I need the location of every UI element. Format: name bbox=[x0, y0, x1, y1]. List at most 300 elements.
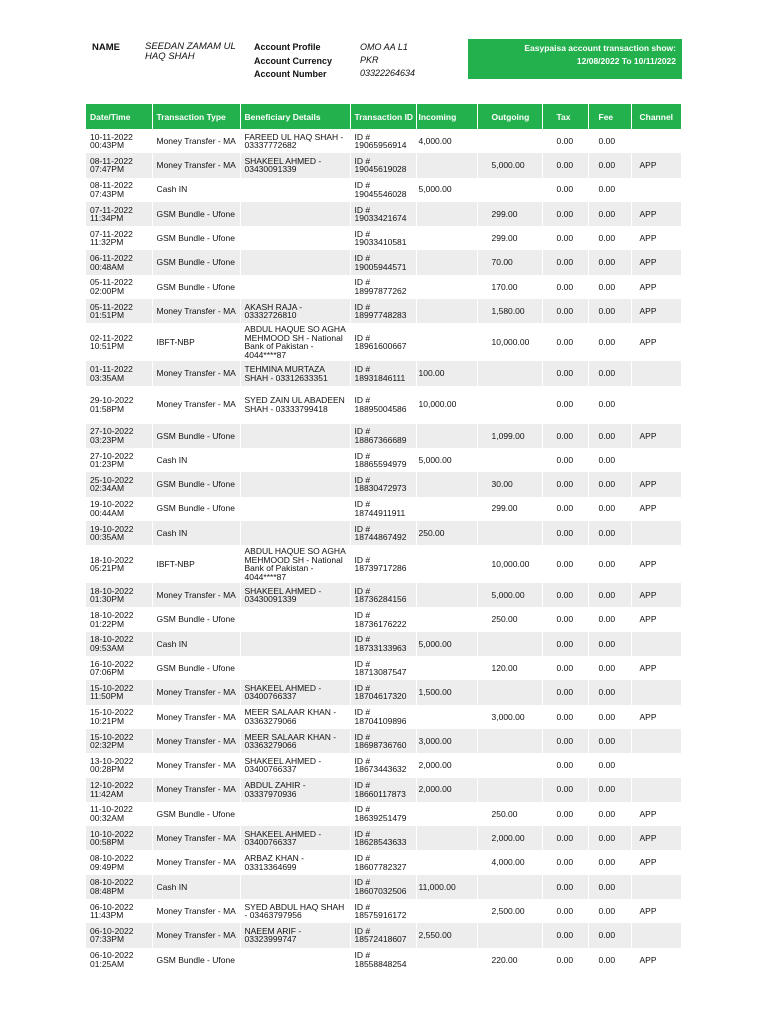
cell-fee: 0.00 bbox=[588, 521, 631, 545]
cell-outgoing bbox=[477, 680, 542, 704]
cell-incoming bbox=[416, 202, 477, 226]
cell-date-time: 06-10-2022 07:33PM bbox=[86, 923, 152, 947]
table-row bbox=[86, 129, 681, 153]
cell-date-time: 18-10-2022 01:22PM bbox=[86, 607, 152, 631]
cell-outgoing bbox=[477, 729, 542, 753]
cell-transaction-id: ID # 18639251479 bbox=[350, 802, 416, 826]
cell-outgoing bbox=[477, 129, 542, 153]
cell-beneficiary: TEHMINA MURTAZA SHAH - 03312633351 bbox=[240, 361, 350, 385]
cell-incoming: 2,000.00 bbox=[416, 778, 477, 802]
table-row bbox=[86, 948, 681, 972]
cell-transaction-id: ID # 18744911911 bbox=[350, 497, 416, 521]
cell-transaction-type: Money Transfer - MA bbox=[152, 299, 240, 323]
cell-fee: 0.00 bbox=[588, 497, 631, 521]
account-number-label: Account Number bbox=[254, 69, 327, 79]
cell-transaction-type: Money Transfer - MA bbox=[152, 923, 240, 947]
cell-tax: 0.00 bbox=[542, 632, 588, 656]
cell-fee: 0.00 bbox=[588, 448, 631, 472]
cell-fee: 0.00 bbox=[588, 778, 631, 802]
cell-channel: APP bbox=[631, 472, 681, 496]
cell-beneficiary: SYED ABDUL HAQ SHAH - 03463797956 bbox=[240, 899, 350, 923]
cell-transaction-type: GSM Bundle - Ufone bbox=[152, 202, 240, 226]
cell-transaction-id: ID # 18628543633 bbox=[350, 826, 416, 850]
cell-date-time: 10-10-2022 00:58PM bbox=[86, 826, 152, 850]
cell-transaction-id: ID # 19033421674 bbox=[350, 202, 416, 226]
cell-outgoing bbox=[477, 361, 542, 385]
cell-incoming bbox=[416, 424, 477, 448]
cell-date-time: 12-10-2022 11:42AM bbox=[86, 778, 152, 802]
cell-beneficiary bbox=[240, 472, 350, 496]
cell-incoming bbox=[416, 802, 477, 826]
cell-tax: 0.00 bbox=[542, 656, 588, 680]
cell-beneficiary: ABDUL ZAHIR - 03337970936 bbox=[240, 778, 350, 802]
cell-channel bbox=[631, 778, 681, 802]
cell-incoming bbox=[416, 323, 477, 361]
cell-tax: 0.00 bbox=[542, 178, 588, 202]
table-row bbox=[86, 361, 681, 385]
cell-outgoing: 4,000.00 bbox=[477, 850, 542, 874]
cell-outgoing: 70.00 bbox=[477, 250, 542, 274]
name-label: NAME bbox=[92, 42, 120, 53]
cell-channel: APP bbox=[639, 614, 657, 625]
cell-incoming: 100.00 bbox=[416, 361, 477, 385]
cell-transaction-type: GSM Bundle - Ufone bbox=[152, 656, 240, 680]
cell-beneficiary bbox=[240, 275, 350, 299]
cell-beneficiary bbox=[240, 632, 350, 656]
cell-beneficiary: SHAKEEL AHMED - 03400766337 bbox=[240, 753, 350, 777]
cell-fee: 0.00 bbox=[588, 705, 631, 729]
cell-channel bbox=[631, 178, 681, 202]
cell-incoming: 1,500.00 bbox=[416, 680, 477, 704]
cell-channel: APP bbox=[631, 424, 681, 448]
cell-fee: 0.00 bbox=[588, 583, 631, 607]
table-row bbox=[86, 850, 681, 874]
cell-channel bbox=[631, 729, 681, 753]
cell-tax: 0.00 bbox=[542, 299, 588, 323]
cell-channel: APP bbox=[631, 250, 681, 274]
table-row bbox=[86, 729, 681, 753]
cell-beneficiary: SYED ZAIN UL ABADEEN SHAH - 03333799418 bbox=[240, 386, 350, 424]
cell-incoming bbox=[416, 583, 477, 607]
cell-fee: 0.00 bbox=[588, 361, 631, 385]
transactions-body bbox=[86, 129, 681, 972]
table-row bbox=[86, 875, 681, 899]
cell-date-time: 05-11-2022 01:51PM bbox=[86, 299, 152, 323]
statement-header bbox=[0, 0, 768, 90]
cell-channel bbox=[631, 361, 681, 385]
cell-transaction-id: ID # 18830472973 bbox=[350, 472, 416, 496]
cell-beneficiary bbox=[240, 424, 350, 448]
table-row bbox=[86, 521, 681, 545]
table-row bbox=[86, 386, 681, 424]
cell-beneficiary: SHAKEEL AHMED - 03430091339 bbox=[240, 153, 350, 177]
table-row bbox=[86, 802, 681, 826]
cell-tax: 0.00 bbox=[542, 226, 588, 250]
col-beneficiary-details: Beneficiary Details bbox=[240, 104, 350, 129]
cell-fee: 0.00 bbox=[588, 299, 631, 323]
table-row bbox=[86, 448, 681, 472]
cell-transaction-type: GSM Bundle - Ufone bbox=[152, 948, 240, 972]
cell-outgoing: 250.00 bbox=[477, 607, 542, 631]
cell-incoming: 5,000.00 bbox=[416, 448, 477, 472]
table-row bbox=[86, 226, 681, 250]
cell-channel: APP bbox=[639, 281, 657, 292]
col-date-time: Date/Time bbox=[86, 104, 152, 129]
cell-tax: 0.00 bbox=[542, 802, 588, 826]
cell-outgoing: 3,000.00 bbox=[477, 705, 542, 729]
cell-tax: 0.00 bbox=[542, 729, 588, 753]
cell-transaction-type: GSM Bundle - Ufone bbox=[152, 226, 240, 250]
cell-beneficiary: SHAKEEL AHMED - 03400766337 bbox=[240, 680, 350, 704]
cell-channel bbox=[631, 386, 681, 424]
cell-tax: 0.00 bbox=[542, 545, 588, 583]
account-number-value: 03322264634 bbox=[360, 68, 416, 78]
cell-transaction-type: Money Transfer - MA bbox=[152, 705, 240, 729]
cell-fee: 0.00 bbox=[588, 275, 631, 299]
cell-outgoing bbox=[477, 178, 542, 202]
account-profile-label: Account Profile bbox=[254, 42, 321, 52]
cell-fee: 0.00 bbox=[588, 226, 631, 250]
cell-tax: 0.00 bbox=[542, 250, 588, 274]
cell-transaction-id: ID # 18660117873 bbox=[350, 778, 416, 802]
table-row bbox=[86, 275, 681, 299]
cell-transaction-type: IBFT-NBP bbox=[152, 545, 240, 583]
name-value: SEEDAN ZAMAM UL HAQ SHAH bbox=[145, 41, 236, 62]
table-row bbox=[86, 753, 681, 777]
cell-beneficiary bbox=[240, 448, 350, 472]
cell-channel: APP bbox=[631, 299, 681, 323]
cell-transaction-id: ID # 18736176222 bbox=[350, 607, 416, 631]
cell-transaction-id: ID # 18607032506 bbox=[350, 875, 416, 899]
cell-fee: 0.00 bbox=[588, 424, 631, 448]
cell-channel bbox=[631, 632, 681, 656]
table-row bbox=[86, 178, 681, 202]
cell-fee: 0.00 bbox=[588, 850, 631, 874]
cell-outgoing: 1,099.00 bbox=[477, 424, 542, 448]
cell-beneficiary bbox=[240, 607, 350, 631]
cell-fee: 0.00 bbox=[588, 386, 631, 424]
cell-transaction-id: ID # 18931846111 bbox=[350, 361, 416, 385]
cell-transaction-type: Cash IN bbox=[152, 875, 240, 899]
cell-beneficiary: MEER SALAAR KHAN - 03363279066 bbox=[240, 705, 350, 729]
cell-transaction-id: ID # 18997748283 bbox=[350, 299, 416, 323]
cell-beneficiary bbox=[240, 802, 350, 826]
cell-fee: 0.00 bbox=[588, 923, 631, 947]
cell-outgoing: 250.00 bbox=[477, 802, 542, 826]
cell-incoming bbox=[416, 850, 477, 874]
cell-fee: 0.00 bbox=[588, 680, 631, 704]
cell-transaction-id: ID # 18698736760 bbox=[350, 729, 416, 753]
cell-channel: APP bbox=[639, 905, 657, 916]
cell-tax: 0.00 bbox=[542, 899, 588, 923]
cell-transaction-id: ID # 19005944571 bbox=[350, 250, 416, 274]
cell-beneficiary: SHAKEEL AHMED - 03430091339 bbox=[240, 583, 350, 607]
cell-channel bbox=[631, 448, 681, 472]
cell-beneficiary: ABDUL HAQUE SO AGHA MEHMOOD SH - National Bank of Pakistan - 4044****87 bbox=[240, 323, 350, 361]
cell-fee: 0.00 bbox=[588, 899, 631, 923]
cell-outgoing: 1,580.00 bbox=[477, 299, 542, 323]
cell-transaction-id: ID # 18607782327 bbox=[350, 850, 416, 874]
cell-date-time: 18-10-2022 05:21PM bbox=[86, 545, 152, 583]
cell-fee: 0.00 bbox=[588, 948, 631, 972]
cell-transaction-type: GSM Bundle - Ufone bbox=[152, 275, 240, 299]
cell-incoming bbox=[416, 826, 477, 850]
cell-date-time: 08-10-2022 09:49PM bbox=[86, 850, 152, 874]
table-row bbox=[86, 497, 681, 521]
cell-tax: 0.00 bbox=[542, 386, 588, 424]
cell-channel bbox=[631, 129, 681, 153]
cell-channel: APP bbox=[639, 711, 657, 722]
cell-tax: 0.00 bbox=[542, 826, 588, 850]
cell-channel bbox=[631, 753, 681, 777]
statement-title: Easypaisa account transaction show: bbox=[524, 43, 676, 53]
cell-channel: APP bbox=[639, 558, 657, 569]
cell-transaction-type: Money Transfer - MA bbox=[152, 899, 240, 923]
cell-tax: 0.00 bbox=[542, 583, 588, 607]
cell-channel: APP bbox=[631, 583, 681, 607]
col-outgoing: Outgoing bbox=[477, 104, 542, 129]
cell-date-time: 10-11-2022 00:43PM bbox=[86, 129, 152, 153]
cell-date-time: 02-11-2022 10:51PM bbox=[86, 323, 152, 361]
cell-channel: APP bbox=[639, 857, 657, 868]
table-row bbox=[86, 323, 681, 361]
cell-transaction-type: GSM Bundle - Ufone bbox=[152, 497, 240, 521]
cell-transaction-id: ID # 18895004586 bbox=[350, 386, 416, 424]
cell-incoming bbox=[416, 705, 477, 729]
cell-date-time: 15-10-2022 11:50PM bbox=[86, 680, 152, 704]
cell-transaction-type: Money Transfer - MA bbox=[152, 729, 240, 753]
cell-outgoing bbox=[477, 448, 542, 472]
cell-beneficiary: ABDUL HAQUE SO AGHA MEHMOOD SH - National Bank of Pakistan - 4044****87 bbox=[240, 545, 350, 583]
cell-beneficiary: MEER SALAAR KHAN - 03363279066 bbox=[240, 729, 350, 753]
cell-beneficiary bbox=[240, 250, 350, 274]
cell-incoming bbox=[416, 607, 477, 631]
cell-transaction-id: ID # 18867366689 bbox=[350, 424, 416, 448]
cell-incoming bbox=[416, 899, 477, 923]
cell-date-time: 18-10-2022 01:30PM bbox=[86, 583, 152, 607]
cell-transaction-id: ID # 18704109896 bbox=[350, 705, 416, 729]
cell-beneficiary bbox=[240, 875, 350, 899]
table-row bbox=[86, 583, 681, 607]
cell-transaction-type: Money Transfer - MA bbox=[152, 778, 240, 802]
cell-date-time: 07-11-2022 11:32PM bbox=[86, 226, 152, 250]
cell-fee: 0.00 bbox=[588, 826, 631, 850]
col-tax: Tax bbox=[542, 104, 588, 129]
cell-channel: APP bbox=[639, 662, 657, 673]
cell-date-time: 13-10-2022 00:28PM bbox=[86, 753, 152, 777]
cell-transaction-id: ID # 18575916172 bbox=[350, 899, 416, 923]
cell-transaction-type: Money Transfer - MA bbox=[152, 583, 240, 607]
cell-tax: 0.00 bbox=[542, 448, 588, 472]
cell-channel: APP bbox=[631, 153, 681, 177]
cell-transaction-id: ID # 18997877262 bbox=[350, 275, 416, 299]
cell-transaction-type: GSM Bundle - Ufone bbox=[152, 472, 240, 496]
cell-incoming: 2,000.00 bbox=[416, 753, 477, 777]
cell-beneficiary bbox=[240, 656, 350, 680]
cell-date-time: 11-10-2022 00:32AM bbox=[86, 802, 152, 826]
cell-tax: 0.00 bbox=[542, 705, 588, 729]
cell-date-time: 15-10-2022 02:32PM bbox=[86, 729, 152, 753]
cell-date-time: 29-10-2022 01:58PM bbox=[86, 386, 152, 424]
table-row bbox=[86, 899, 681, 923]
cell-channel bbox=[631, 521, 681, 545]
cell-transaction-type: Cash IN bbox=[152, 521, 240, 545]
cell-tax: 0.00 bbox=[542, 778, 588, 802]
cell-outgoing: 10,000.00 bbox=[477, 545, 542, 583]
cell-fee: 0.00 bbox=[588, 472, 631, 496]
cell-outgoing: 120.00 bbox=[477, 656, 542, 680]
cell-incoming: 5,000.00 bbox=[416, 178, 477, 202]
cell-tax: 0.00 bbox=[542, 323, 588, 361]
cell-incoming bbox=[416, 299, 477, 323]
cell-transaction-type: GSM Bundle - Ufone bbox=[152, 424, 240, 448]
cell-outgoing: 170.00 bbox=[477, 275, 542, 299]
statement-period-box bbox=[468, 39, 682, 79]
cell-date-time: 07-11-2022 11:34PM bbox=[86, 202, 152, 226]
cell-fee: 0.00 bbox=[588, 632, 631, 656]
cell-incoming bbox=[416, 275, 477, 299]
cell-incoming bbox=[416, 472, 477, 496]
cell-transaction-type: GSM Bundle - Ufone bbox=[152, 250, 240, 274]
cell-tax: 0.00 bbox=[542, 202, 588, 226]
cell-incoming: 250.00 bbox=[416, 521, 477, 545]
cell-outgoing bbox=[477, 753, 542, 777]
cell-outgoing bbox=[477, 875, 542, 899]
cell-tax: 0.00 bbox=[542, 153, 588, 177]
cell-tax: 0.00 bbox=[542, 472, 588, 496]
cell-tax: 0.00 bbox=[542, 361, 588, 385]
cell-fee: 0.00 bbox=[588, 802, 631, 826]
cell-fee: 0.00 bbox=[588, 323, 631, 361]
cell-incoming: 5,000.00 bbox=[416, 632, 477, 656]
cell-transaction-id: ID # 18744867492 bbox=[350, 521, 416, 545]
cell-date-time: 27-10-2022 03:23PM bbox=[86, 424, 152, 448]
cell-channel: APP bbox=[639, 337, 657, 348]
cell-transaction-id: ID # 18673443632 bbox=[350, 753, 416, 777]
table-row bbox=[86, 923, 681, 947]
account-profile-value: OMO AA L1 bbox=[360, 42, 408, 52]
cell-tax: 0.00 bbox=[542, 497, 588, 521]
cell-incoming: 10,000.00 bbox=[416, 386, 477, 424]
cell-transaction-type: IBFT-NBP bbox=[152, 323, 240, 361]
cell-transaction-type: Money Transfer - MA bbox=[152, 129, 240, 153]
cell-transaction-type: GSM Bundle - Ufone bbox=[152, 607, 240, 631]
cell-fee: 0.00 bbox=[588, 545, 631, 583]
col-transaction-type: Transaction Type bbox=[152, 104, 240, 129]
table-row bbox=[86, 656, 681, 680]
cell-channel bbox=[631, 875, 681, 899]
cell-incoming: 2,550.00 bbox=[416, 923, 477, 947]
cell-date-time: 19-10-2022 00:44AM bbox=[86, 497, 152, 521]
cell-tax: 0.00 bbox=[542, 875, 588, 899]
cell-outgoing: 2,500.00 bbox=[477, 899, 542, 923]
table-row bbox=[86, 545, 681, 583]
cell-beneficiary: FAREED UL HAQ SHAH - 03337772682 bbox=[240, 129, 350, 153]
cell-incoming bbox=[416, 153, 477, 177]
cell-transaction-type: Money Transfer - MA bbox=[152, 153, 240, 177]
cell-incoming bbox=[416, 948, 477, 972]
cell-beneficiary bbox=[240, 497, 350, 521]
cell-incoming bbox=[416, 545, 477, 583]
cell-transaction-type: GSM Bundle - Ufone bbox=[152, 802, 240, 826]
cell-beneficiary bbox=[240, 202, 350, 226]
cell-channel bbox=[631, 680, 681, 704]
cell-transaction-type: Cash IN bbox=[152, 632, 240, 656]
transactions-table bbox=[86, 104, 681, 972]
cell-channel: APP bbox=[639, 808, 657, 819]
cell-transaction-type: Cash IN bbox=[152, 178, 240, 202]
table-row bbox=[86, 705, 681, 729]
account-currency-value: PKR bbox=[360, 55, 379, 65]
cell-transaction-id: ID # 18736284156 bbox=[350, 583, 416, 607]
cell-outgoing bbox=[477, 923, 542, 947]
cell-transaction-type: Money Transfer - MA bbox=[152, 850, 240, 874]
cell-transaction-type: Money Transfer - MA bbox=[152, 680, 240, 704]
cell-outgoing: 10,000.00 bbox=[477, 323, 542, 361]
cell-outgoing: 5,000.00 bbox=[477, 153, 542, 177]
cell-outgoing bbox=[477, 632, 542, 656]
cell-incoming bbox=[416, 656, 477, 680]
cell-tax: 0.00 bbox=[542, 275, 588, 299]
cell-tax: 0.00 bbox=[542, 680, 588, 704]
cell-transaction-id: ID # 18733133963 bbox=[350, 632, 416, 656]
cell-date-time: 19-10-2022 00:35AM bbox=[86, 521, 152, 545]
table-row bbox=[86, 202, 681, 226]
cell-channel bbox=[631, 923, 681, 947]
cell-channel: APP bbox=[639, 503, 657, 514]
cell-outgoing: 220.00 bbox=[477, 948, 542, 972]
table-header-row bbox=[86, 104, 681, 129]
col-incoming: Incoming bbox=[416, 104, 477, 129]
cell-incoming: 3,000.00 bbox=[416, 729, 477, 753]
col-transaction-id: Transaction ID bbox=[350, 104, 416, 129]
cell-transaction-id: ID # 18558848254 bbox=[350, 948, 416, 972]
cell-beneficiary: AKASH RAJA - 03332726810 bbox=[240, 299, 350, 323]
cell-date-time: 01-11-2022 03:35AM bbox=[86, 361, 152, 385]
cell-tax: 0.00 bbox=[542, 521, 588, 545]
cell-outgoing: 299.00 bbox=[477, 202, 542, 226]
cell-fee: 0.00 bbox=[588, 656, 631, 680]
cell-date-time: 06-11-2022 00:48AM bbox=[86, 250, 152, 274]
cell-transaction-id: ID # 18961600667 bbox=[350, 323, 416, 361]
cell-incoming: 11,000.00 bbox=[416, 875, 477, 899]
cell-channel: APP bbox=[639, 233, 657, 244]
table-row bbox=[86, 632, 681, 656]
cell-transaction-id: ID # 18713087547 bbox=[350, 656, 416, 680]
table-row bbox=[86, 472, 681, 496]
cell-transaction-type: Money Transfer - MA bbox=[152, 753, 240, 777]
cell-date-time: 05-11-2022 02:00PM bbox=[86, 275, 152, 299]
col-channel: Channel bbox=[631, 104, 681, 129]
cell-tax: 0.00 bbox=[542, 923, 588, 947]
cell-transaction-type: Cash IN bbox=[152, 448, 240, 472]
cell-outgoing bbox=[477, 521, 542, 545]
table-row bbox=[86, 153, 681, 177]
cell-date-time: 08-11-2022 07:47PM bbox=[86, 153, 152, 177]
table-row bbox=[86, 778, 681, 802]
cell-date-time: 27-10-2022 01:23PM bbox=[86, 448, 152, 472]
table-row bbox=[86, 299, 681, 323]
cell-date-time: 06-10-2022 01:25AM bbox=[86, 948, 152, 972]
cell-channel: APP bbox=[631, 826, 681, 850]
cell-outgoing: 30.00 bbox=[477, 472, 542, 496]
cell-outgoing: 299.00 bbox=[477, 226, 542, 250]
cell-fee: 0.00 bbox=[588, 875, 631, 899]
cell-date-time: 15-10-2022 10:21PM bbox=[86, 705, 152, 729]
cell-fee: 0.00 bbox=[588, 729, 631, 753]
cell-transaction-id: ID # 19065956914 bbox=[350, 129, 416, 153]
cell-fee: 0.00 bbox=[588, 202, 631, 226]
